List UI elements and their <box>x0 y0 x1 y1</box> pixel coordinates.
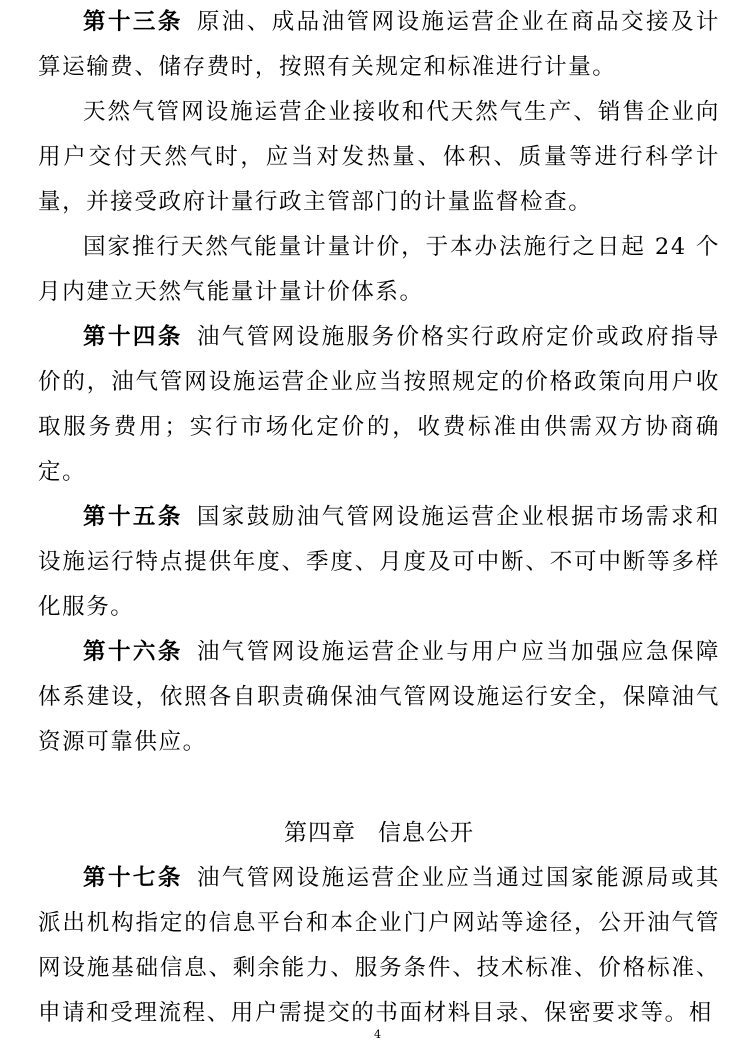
article-13-paragraph <box>38 0 720 90</box>
article-text: 油气管网设施服务价格实行政府定价或政府指导价的，油气管网设施运营企业应当按照规定的价格政策向用户收取服务费用；实行市场化定价的，收费标准由供需双方协商确定。 <box>38 324 720 485</box>
article-number: 第十六条 <box>83 639 183 665</box>
article-text: 油气管网设施运营企业应当通过国家能源局或其派出机构指定的信息平台和本企业门户网站等途径，公开油气管网设施基础信息、剩余能力、服务条件、技术标准、价格标准、申请和受理流程、用户需提交的书面材料目录、保密要求等。相 <box>38 865 720 1026</box>
page-number: 4 <box>374 1028 381 1041</box>
chapter-number: 第四章 <box>284 820 356 846</box>
paragraph-text: 国家推行天然气能量计量计价，于本办法施行之日起 24 个月内建立天然气能量计量计价体系。 <box>38 234 720 305</box>
article-17-paragraph <box>38 856 720 1036</box>
paragraph <box>38 225 720 315</box>
article-text: 油气管网设施运营企业与用户应当加强应急保障体系建设，依照各自职责确保油气管网设施运行安全，保障油气资源可靠供应。 <box>38 639 720 755</box>
article-number: 第十五条 <box>83 504 183 530</box>
article-text: 国家鼓励油气管网设施运营企业根据市场需求和设施运行特点提供年度、季度、月度及可中断、不可中断等多样化服务。 <box>38 504 720 620</box>
article-15-paragraph <box>38 495 720 630</box>
article-16-paragraph <box>38 630 720 765</box>
article-number: 第十四条 <box>83 324 183 350</box>
article-14-paragraph <box>38 315 720 495</box>
paragraph <box>38 90 720 225</box>
document-page <box>38 0 720 1036</box>
paragraph-text: 天然气管网设施运营企业接收和代天然气生产、销售企业向用户交付天然气时，应当对发热量、体积、质量等进行科学计量，并接受政府计量行政主管部门的计量监督检查。 <box>38 99 720 215</box>
article-number: 第十七条 <box>83 865 183 891</box>
chapter-heading <box>38 811 720 856</box>
article-text: 原油、成品油管网设施运营企业在商品交接及计算运输费、储存费时，按照有关规定和标准进行计量。 <box>38 9 720 80</box>
section-spacer <box>38 765 720 811</box>
article-number: 第十三条 <box>83 9 183 35</box>
chapter-title: 信息公开 <box>378 820 474 846</box>
